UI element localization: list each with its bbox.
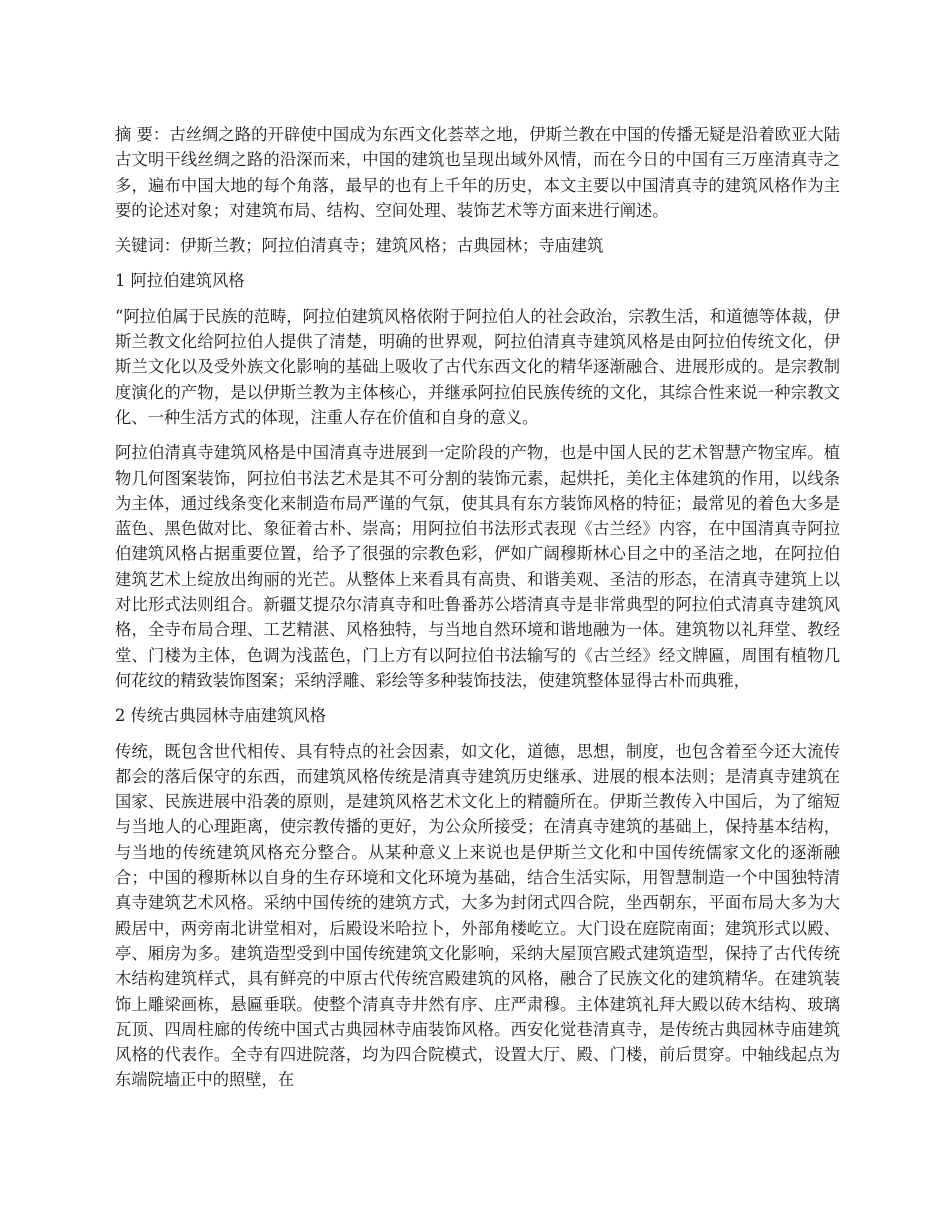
section-1-heading: 1 阿拉伯建筑风格 [115, 271, 245, 291]
section-2-heading: 2 传统古典园林寺庙建筑风格 [115, 706, 326, 726]
section-1-paragraph-2: 阿拉伯清真寺建筑风格是中国清真寺进展到一定阶段的产物，也是中国人民的艺术智慧产物宝库。植物几何图案装饰，阿拉伯书法艺术是其不可分割的装饰元素，起烘托，美化主体建筑的作用，以线条为主体，通过线条变化来制造布局严谨的气氛，使其具有东方装饰风格的特征；最常见的着色大多是蓝色、黑色做对比、象征着古朴、崇高；用阿拉伯书法形式表现《古兰经》内容，在中国清真寺阿拉伯建筑风格占据重要位置，给予了很强的宗教色彩，俨如广阔穆斯林心目之中的圣洁之地，在阿拉伯建筑艺术上绽放出绚丽的光芒。从整体上来看具有高贵、和谐美观、圣洁的形态，在清真寺建筑上以对比形式法则组合。新疆艾提尕尔清真寺和吐鲁番苏公塔清真寺是非常典型的阿拉伯式清真寺建筑风格，全寺布局合理、工艺精湛、风格独特，与当地自然环境和谐地融为一体。建筑物以礼拜堂、教经堂、门楼为主体，色调为浅蓝色，门上方有以阿拉伯书法输写的《古兰经》经文牌匾，周围有植物几何花纹的精致装饰图案；采纳浮雕、彩绘等多种装饰技法，使建筑整体显得古朴而典雅， [115, 443, 840, 690]
keywords-paragraph: 关键词：伊斯兰教；阿拉伯清真寺；建筑风格；古典园林；寺庙建筑 [115, 236, 604, 256]
section-1-paragraph-1: “阿拉伯属于民族的范畴，阿拉伯建筑风格依附于阿拉伯人的社会政治，宗教生活，和道德等体裁，伊斯兰教文化给阿拉伯人提供了清楚，明确的世界观，阿拉伯清真寺建筑风格是由阿拉伯传统文化，伊斯兰文化以及受外族文化影响的基础上吸收了古代东西文化的精华逐渐融合、进展形成的。是宗教制度演化的产物，是以伊斯兰教为主体核心，并继承阿拉伯民族传统的文化，其综合性来说一种宗教文化、一种生活方式的体现，注重人存在价值和自身的意义。 [115, 306, 840, 427]
abstract-paragraph: 摘 要：古丝绸之路的开辟使中国成为东西文化荟萃之地，伊斯兰教在中国的传播无疑是沿着欧亚大陆古文明干线丝绸之路的沿深而来，中国的建筑也呈现出域外风情，而在今日的中国有三万座清真寺之多，遍布中国大地的每个角落，最早的也有上千年的历史，本文主要以中国清真寺的建筑风格作为主要的论述对象；对建筑布局、结构、空间处理、装饰艺术等方面来进行阐述。 [115, 125, 840, 220]
section-2-paragraph-1: 传统，既包含世代相传、具有特点的社会因素，如文化，道德，思想，制度，也包含着至今还大流传都会的落后保守的东西，而建筑风格传统是清真寺建筑历史继承、进展的根本法则；是清真寺建筑在国家、民族进展中沿袭的原则，是建筑风格艺术文化上的精髓所在。伊斯兰教传入中国后，为了缩短与当地人的心理距离，使宗教传播的更好，为公众所接受；在清真寺建筑的基础上，保持基本结构，与当地的传统建筑风格充分整合。从某种意义上来说也是伊斯兰文化和中国传统儒家文化的逐渐融合；中国的穆斯林以自身的生存环境和文化环境为基础，结合生活实际，用智慧制造一个中国独特清真寺建筑艺术风格。采纳中国传统的建筑方式，大多为封闭式四合院，坐西朝东，平面布局大多为大殿居中，两旁南北讲堂相对，后殿设米哈拉卜，外部角楼屹立。大门设在庭院南面；建筑形式以殿、亭、厢房为多。建筑造型受到中国传统建筑文化影响，采纳大屋顶宫殿式建筑造型，保持了古代传统木结构建筑样式，具有鲜亮的中原古代传统宫殿建筑的风格，融合了民族文化的建筑精华。在建筑装饰上雕梁画栋，悬匾垂联。使整个清真寺井然有序、庄严肃穆。主体建筑礼拜大殿以砖木结构、玻璃瓦顶、四周柱廊的传统中国式古典园林寺庙装饰风格。西安化觉巷清真寺，是传统古典园林寺庙建筑风格的代表作。全寺有四进院落，均为四合院模式，设置大厅、殿、门楼，前后贯穿。中轴线起点为东端院墙正中的照壁，在 [115, 741, 840, 1090]
document-body [115, 122, 840, 1103]
